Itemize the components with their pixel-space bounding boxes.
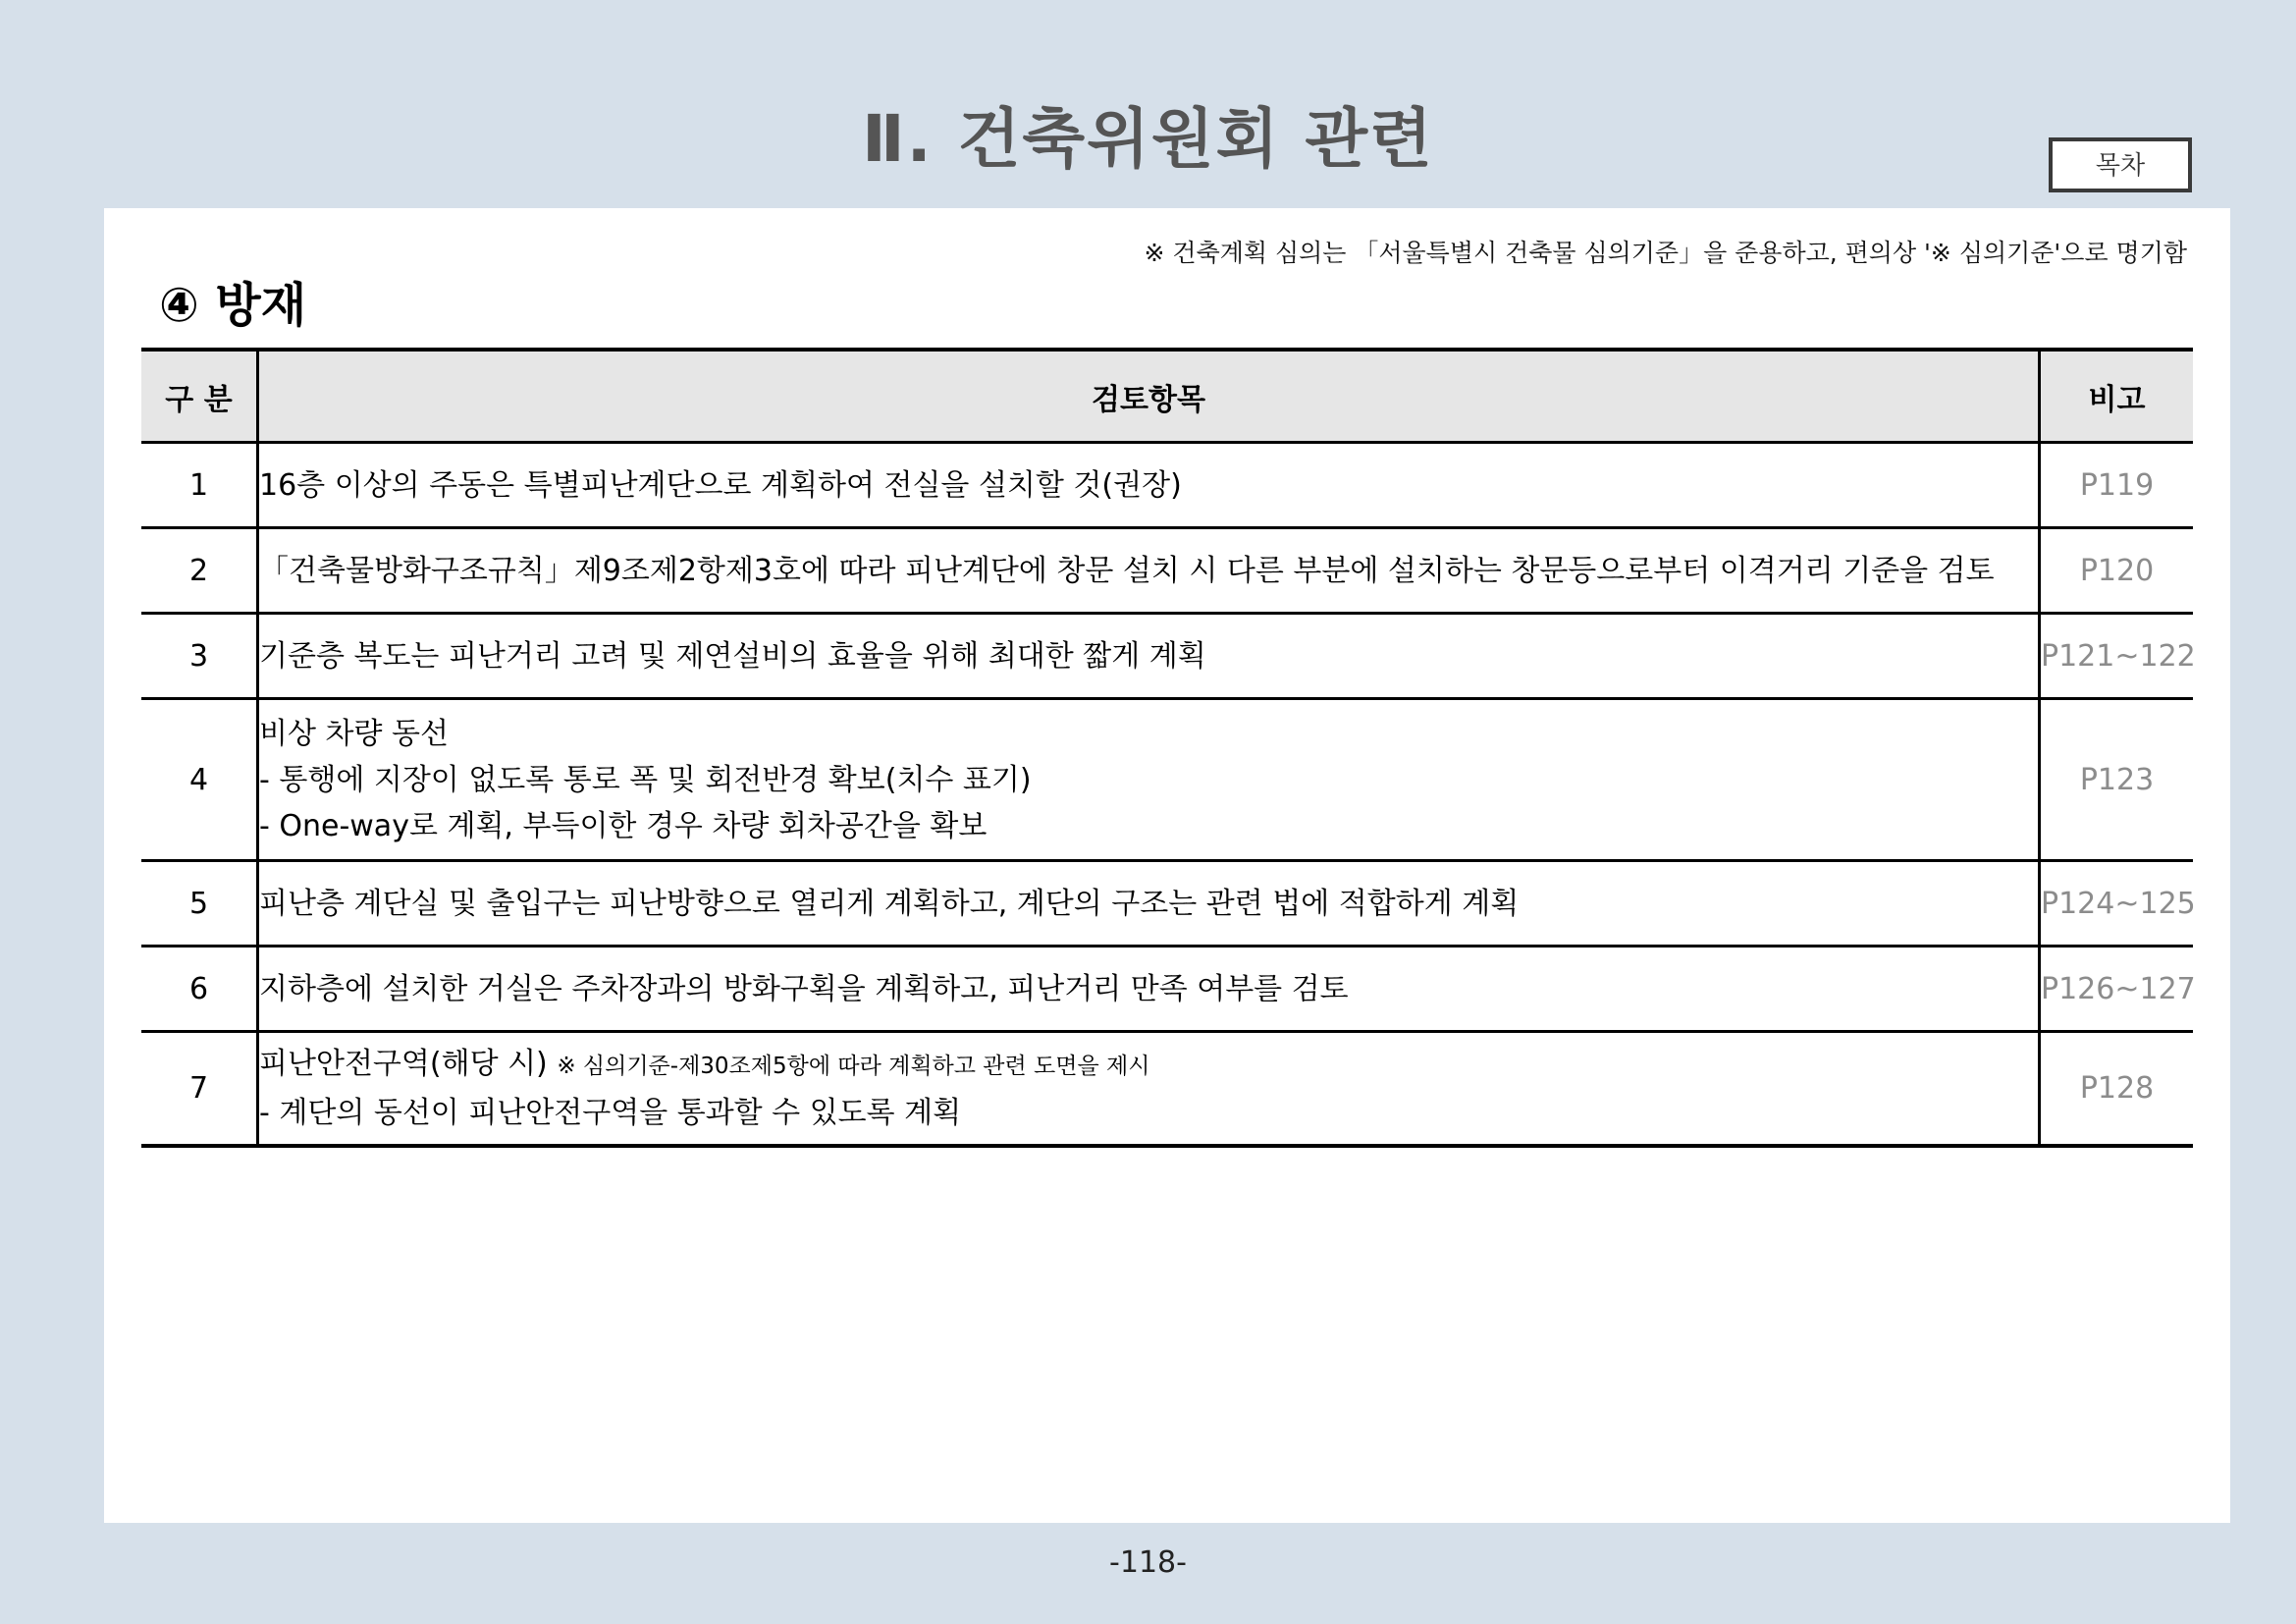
page-number: -118- bbox=[1109, 1545, 1187, 1580]
section-heading: ④ 방재 bbox=[159, 278, 307, 333]
guideline-note: ※ 건축계획 심의는 「서울특별시 건축물 심의기준」을 준용하고, 편의상 '※ 심의기준'으로 명기함 bbox=[1144, 239, 2187, 267]
table-row bbox=[141, 614, 2193, 699]
row-item bbox=[258, 614, 2040, 699]
table-row bbox=[141, 947, 2193, 1032]
item-line: 피난층 계단실 및 출입구는 피난방향으로 열리게 계획하고, 계단의 구조는 관련 법에 적합하게 계획 bbox=[259, 886, 1520, 921]
table-row bbox=[141, 443, 2193, 528]
table-row bbox=[141, 861, 2193, 947]
table-row bbox=[141, 528, 2193, 614]
row-no: 5 bbox=[141, 861, 258, 947]
item-line: 16층 이상의 주동은 특별피난계단으로 계획하여 전실을 설치할 것(권장) bbox=[259, 467, 1182, 503]
item-line: 지하층에 설치한 거실은 주차장과의 방화구획을 계획하고, 피난거리 만족 여부를 검토 bbox=[259, 971, 1349, 1006]
item-line: 비상 차량 동선 bbox=[259, 716, 449, 751]
row-item bbox=[258, 861, 2040, 947]
item-line: 「건축물방화구조규칙」제9조제2항제3호에 따라 피난계단에 창문 설치 시 다른 부분에 설치하는 창문등으로부터 이격거리 기준을 검토 bbox=[259, 553, 1995, 588]
content-panel bbox=[104, 208, 2230, 1523]
row-ref: P124~125 bbox=[2040, 861, 2194, 947]
table-header-row bbox=[141, 350, 2193, 443]
row-no: 1 bbox=[141, 443, 258, 528]
page-title: Ⅱ. 건축위원회 관련 bbox=[862, 101, 1434, 177]
item-line-text: 피난안전구역(해당 시) bbox=[259, 1047, 548, 1081]
review-table bbox=[141, 348, 2196, 1148]
row-ref: P119 bbox=[2040, 443, 2194, 528]
item-line: 기준층 복도는 피난거리 고려 및 제연설비의 효율을 위해 최대한 짧게 계획 bbox=[259, 638, 1206, 674]
row-ref: P128 bbox=[2040, 1032, 2194, 1147]
header-item: 검토항목 bbox=[258, 350, 2040, 443]
item-line: - 계단의 동선이 피난안전구역을 통과할 수 있도록 계획 bbox=[259, 1096, 962, 1130]
row-no: 2 bbox=[141, 528, 258, 614]
toc-button[interactable]: 목차 bbox=[2049, 137, 2192, 192]
row-ref: P121~122 bbox=[2040, 614, 2194, 699]
row-item bbox=[258, 947, 2040, 1032]
row-ref: P123 bbox=[2040, 699, 2194, 861]
row-item bbox=[258, 528, 2040, 614]
row-no: 3 bbox=[141, 614, 258, 699]
row-item bbox=[258, 699, 2040, 861]
row-ref: P120 bbox=[2040, 528, 2194, 614]
row-no: 6 bbox=[141, 947, 258, 1032]
table-row bbox=[141, 1032, 2193, 1147]
inline-note: ※ 심의기준-제30조제5항에 따라 계획하고 관련 도면을 제시 bbox=[557, 1054, 1150, 1079]
item-line bbox=[259, 1041, 2038, 1090]
item-line: - One-way로 계획, 부득이한 경우 차량 회차공간을 확보 bbox=[259, 808, 988, 843]
row-item bbox=[258, 443, 2040, 528]
row-no: 7 bbox=[141, 1032, 258, 1147]
item-line: - 통행에 지장이 없도록 통로 폭 및 회전반경 확보(치수 표기) bbox=[259, 762, 1032, 797]
row-no: 4 bbox=[141, 699, 258, 861]
header-ref: 비고 bbox=[2040, 350, 2194, 443]
table-row bbox=[141, 699, 2193, 861]
row-item bbox=[258, 1032, 2040, 1147]
header-no: 구 분 bbox=[141, 350, 258, 443]
row-ref: P126~127 bbox=[2040, 947, 2194, 1032]
